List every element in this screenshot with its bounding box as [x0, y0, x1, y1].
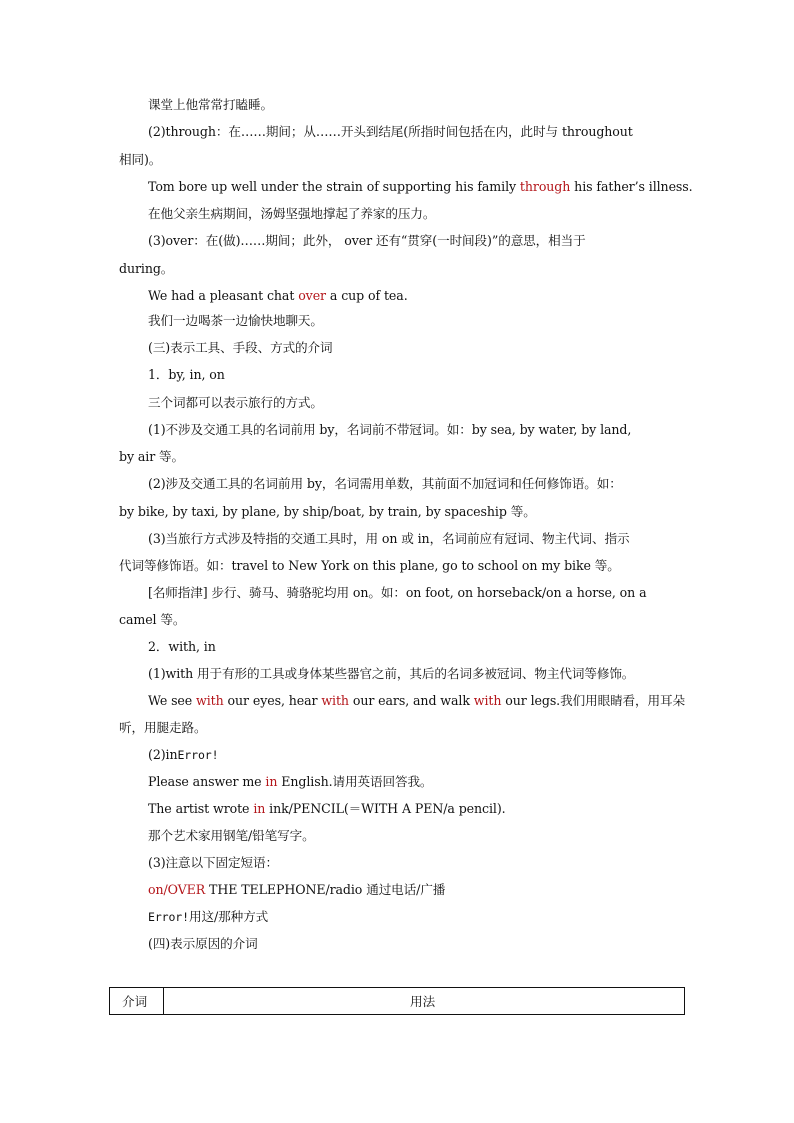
text-line	[148, 773, 432, 791]
text-segment: We see	[148, 693, 197, 708]
text-line	[148, 205, 435, 223]
highlighted-preposition: with	[196, 693, 224, 708]
text-segment: (2)涉及交通工具的名词前用 by，名词需用单数，其前面不加冠词和任何修饰语。如：	[148, 476, 622, 491]
highlighted-preposition: through	[519, 179, 571, 194]
text-line	[148, 881, 445, 899]
table-header-preposition: 介词	[122, 994, 148, 1009]
text-line	[148, 827, 315, 845]
text-segment: (3)over：在(做)……期间；此外， over 还有“贯穿(一时间段)”的意思，相当于	[148, 233, 586, 248]
text-line	[148, 475, 622, 493]
text-segment: ink/PENCIL(＝WITH A PEN/a pencil).	[265, 801, 506, 816]
text-line	[119, 557, 620, 575]
text-segment: Please answer me	[148, 774, 266, 789]
text-line	[148, 746, 218, 764]
text-line	[119, 719, 206, 737]
text-line	[119, 503, 536, 521]
text-segment: (3)当旅行方式涉及特指的交通工具时，用 on 或 in，名词前应有冠词、物主代词、指示	[148, 531, 630, 546]
preposition-table	[109, 987, 685, 1015]
text-line	[119, 611, 185, 629]
text-line	[148, 178, 693, 196]
text-line	[148, 366, 225, 384]
text-segment: 代词等修饰语。如：travel to New York on this plane, go to school on my bike 等。	[119, 558, 620, 573]
text-line	[148, 854, 278, 872]
text-segment: The artist wrote	[148, 801, 254, 816]
text-segment: (三)表示工具、手段、方式的介词	[148, 340, 333, 355]
text-segment: (1)不涉及交通工具的名词前用 by，名词前不带冠词。如：by sea, by water, by land,	[148, 422, 632, 437]
text-line	[148, 232, 586, 250]
text-segment: Tom bore up well under the strain of supporting his family	[148, 179, 520, 194]
text-segment: (四)表示原因的介词	[148, 936, 258, 951]
text-line	[119, 448, 184, 466]
text-segment: 三个词都可以表示旅行的方式。	[148, 395, 323, 410]
table-column-divider	[163, 988, 164, 1014]
text-line	[119, 260, 173, 278]
text-segment: 课堂上他常常打瞌睡。	[148, 97, 273, 112]
text-segment: by air 等。	[119, 449, 185, 464]
text-segment: [名师指津] 步行、骑马、骑骆驼均用 on。如：on foot, on horseback/on a horse, on a	[148, 585, 647, 600]
highlighted-preposition: over	[298, 288, 326, 303]
text-segment: (2)through：在……期间；从……开头到结尾(所指时间包括在内，此时与 throughout	[148, 124, 633, 139]
highlighted-preposition: with	[473, 693, 502, 708]
text-segment: 我们一边喝茶一边愉快地聊天。	[148, 313, 323, 328]
text-line	[148, 339, 333, 357]
text-line	[148, 692, 685, 710]
text-segment: 2．with, in	[148, 639, 216, 654]
text-segment: our ears, and walk	[348, 693, 474, 708]
text-segment: (2)in	[148, 747, 178, 762]
text-segment: our eyes, hear	[223, 693, 322, 708]
text-segment: (3)注意以下固定短语：	[148, 855, 278, 870]
text-segment: 相同)。	[119, 152, 162, 167]
text-segment: 在他父亲生病期间，汤姆坚强地撑起了养家的压力。	[148, 206, 436, 221]
text-line	[148, 123, 633, 141]
error-field: Error!	[177, 748, 219, 762]
highlighted-preposition: in	[265, 774, 278, 789]
text-line	[148, 665, 634, 683]
text-line	[148, 96, 273, 114]
text-segment: by bike, by taxi, by plane, by ship/boat, by train, by spaceship 等。	[119, 504, 536, 519]
highlighted-preposition: with	[321, 693, 349, 708]
text-line	[148, 421, 631, 439]
text-segment: a cup of tea.	[325, 288, 408, 303]
error-field: Error!	[148, 910, 189, 924]
text-segment: our legs.我们用眼睛看，用耳朵	[501, 693, 686, 708]
text-line	[148, 287, 408, 305]
text-segment: We had a pleasant chat	[148, 288, 299, 303]
text-segment: his father’s illness.	[570, 179, 693, 194]
highlighted-preposition: on/OVER	[148, 882, 206, 897]
highlighted-preposition: in	[253, 801, 266, 816]
text-segment: 那个艺术家用钢笔/铅笔写字。	[148, 828, 315, 843]
text-segment: 1．by, in, on	[148, 367, 225, 382]
text-line	[148, 935, 258, 953]
text-segment: (1)with 用于有形的工具或身体某些器官之前，其后的名词多被冠词、物主代词等修饰。	[148, 666, 635, 681]
text-segment: 用这/那种方式	[188, 909, 269, 924]
text-segment: English.请用英语回答我。	[277, 774, 433, 789]
table-header-usage: 用法	[410, 994, 436, 1009]
text-segment: during。	[119, 261, 174, 276]
text-line	[148, 584, 646, 602]
text-segment: THE TELEPHONE/radio 通过电话/广播	[205, 882, 446, 897]
text-line	[148, 908, 268, 926]
text-line	[148, 638, 216, 656]
text-line	[148, 394, 323, 412]
text-line	[148, 530, 629, 548]
text-line	[148, 800, 506, 818]
text-segment: camel 等。	[119, 612, 186, 627]
text-line	[119, 151, 161, 169]
text-segment: 听，用腿走路。	[119, 720, 207, 735]
text-line	[148, 312, 323, 330]
